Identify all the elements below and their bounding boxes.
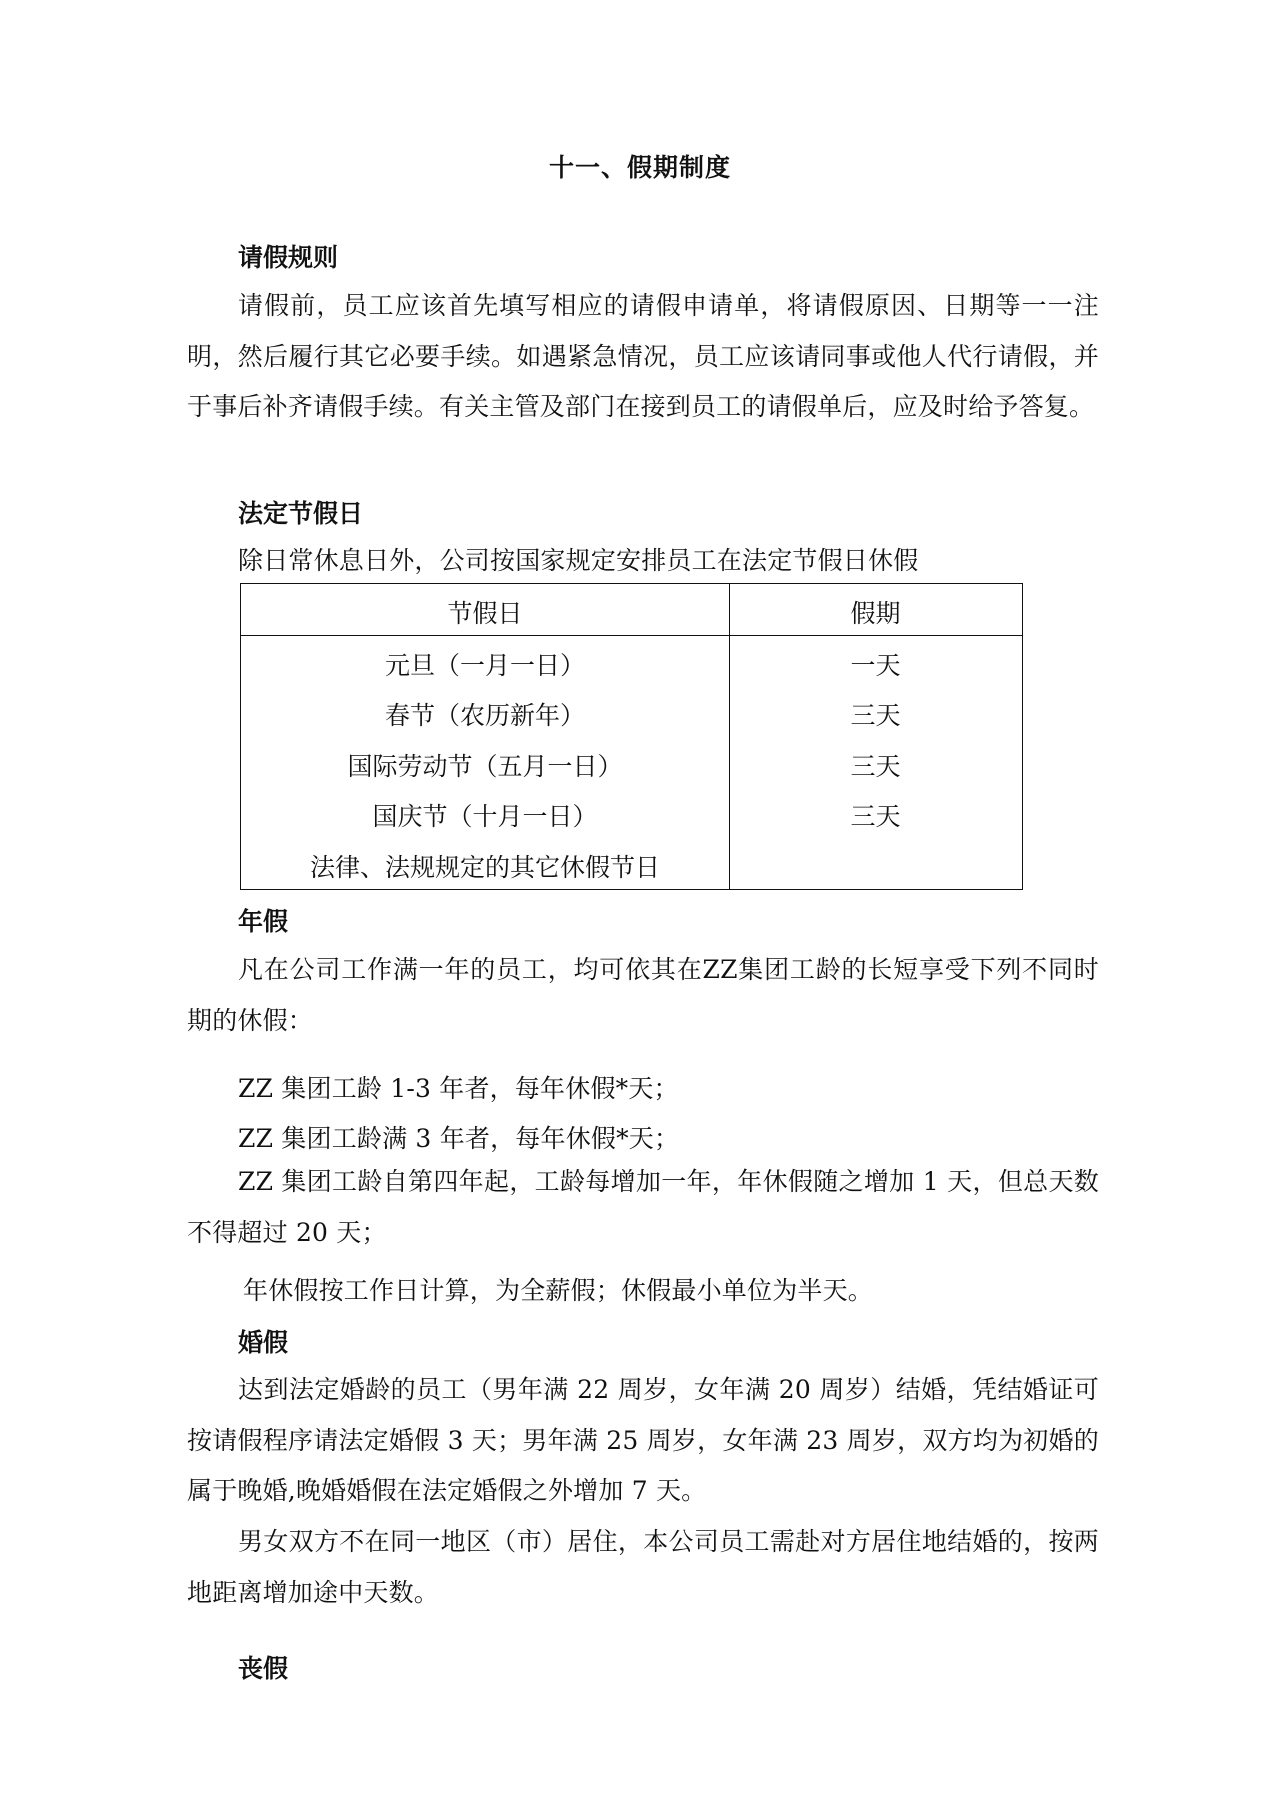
table-header-holiday: 节假日 bbox=[447, 599, 523, 628]
annual-leave-note: 年休假按工作日计算，为全薪假；休假最小单位为半天。 bbox=[243, 1276, 874, 1305]
table-cell-days: 三天 bbox=[850, 701, 901, 730]
table-cell-days: 三天 bbox=[850, 802, 901, 831]
page-title: 十一、假期制度 bbox=[548, 153, 731, 182]
section-heading-marriage-leave: 婚假 bbox=[238, 1328, 289, 1357]
section-heading-annual-leave: 年假 bbox=[238, 907, 289, 936]
section-heading-bereavement-leave: 丧假 bbox=[238, 1654, 289, 1683]
annual-leave-item: ZZ 集团工龄满 3 年者，每年休假*天； bbox=[238, 1124, 680, 1153]
section-heading-leave-rules: 请假规则 bbox=[238, 243, 339, 272]
holiday-table bbox=[240, 583, 1023, 890]
table-cell-holiday: 国庆节（十月一日） bbox=[372, 802, 598, 831]
marriage-leave-paragraph: 达到法定婚龄的员工（男年满 22 周岁，女年满 20 周岁）结婚，凭结婚证可按请假程序请法定婚假 3 天；男年满 25 周岁，女年满 23 周岁，双方均为初婚的属于晚婚,晚婚婚假在法定婚假之外增加 7 天。 bbox=[187, 1375, 1099, 1505]
section-heading-statutory-holidays: 法定节假日 bbox=[238, 499, 364, 528]
table-cell-days: 一天 bbox=[850, 651, 901, 680]
marriage-leave-paragraph: 男女双方不在同一地区（市）居住，本公司员工需赴对方居住地结婚的，按两地距离增加途中天数。 bbox=[187, 1527, 1099, 1607]
leave-rules-paragraph: 请假前，员工应该首先填写相应的请假申请单，将请假原因、日期等一一注明，然后履行其它必要手续。如遇紧急情况，员工应该请同事或他人代行请假，并于事后补齐请假手续。有关主管及部门在接到员工的请假单后，应及时给予答复。 bbox=[187, 291, 1099, 421]
table-header-divider bbox=[241, 635, 1022, 636]
annual-leave-item: ZZ 集团工龄 1-3 年者，每年休假*天； bbox=[238, 1074, 679, 1103]
annual-leave-item: ZZ 集团工龄自第四年起，工龄每增加一年，年休假随之增加 1 天，但总天数不得超过 20 天； bbox=[187, 1167, 1099, 1247]
table-header-days: 假期 bbox=[850, 599, 901, 628]
table-cell-holiday: 元旦（一月一日） bbox=[384, 651, 585, 680]
table-cell-holiday: 春节（农历新年） bbox=[384, 701, 585, 730]
table-cell-holiday: 法律、法规规定的其它休假节日 bbox=[309, 853, 660, 882]
annual-leave-paragraph: 凡在公司工作满一年的员工，均可依其在ZZ集团工龄的长短享受下列不同时期的休假： bbox=[187, 955, 1099, 1035]
table-cell-holiday: 国际劳动节（五月一日） bbox=[347, 752, 623, 781]
table-cell-days: 三天 bbox=[850, 752, 901, 781]
statutory-holidays-intro: 除日常休息日外，公司按国家规定安排员工在法定节假日休假 bbox=[238, 546, 919, 575]
